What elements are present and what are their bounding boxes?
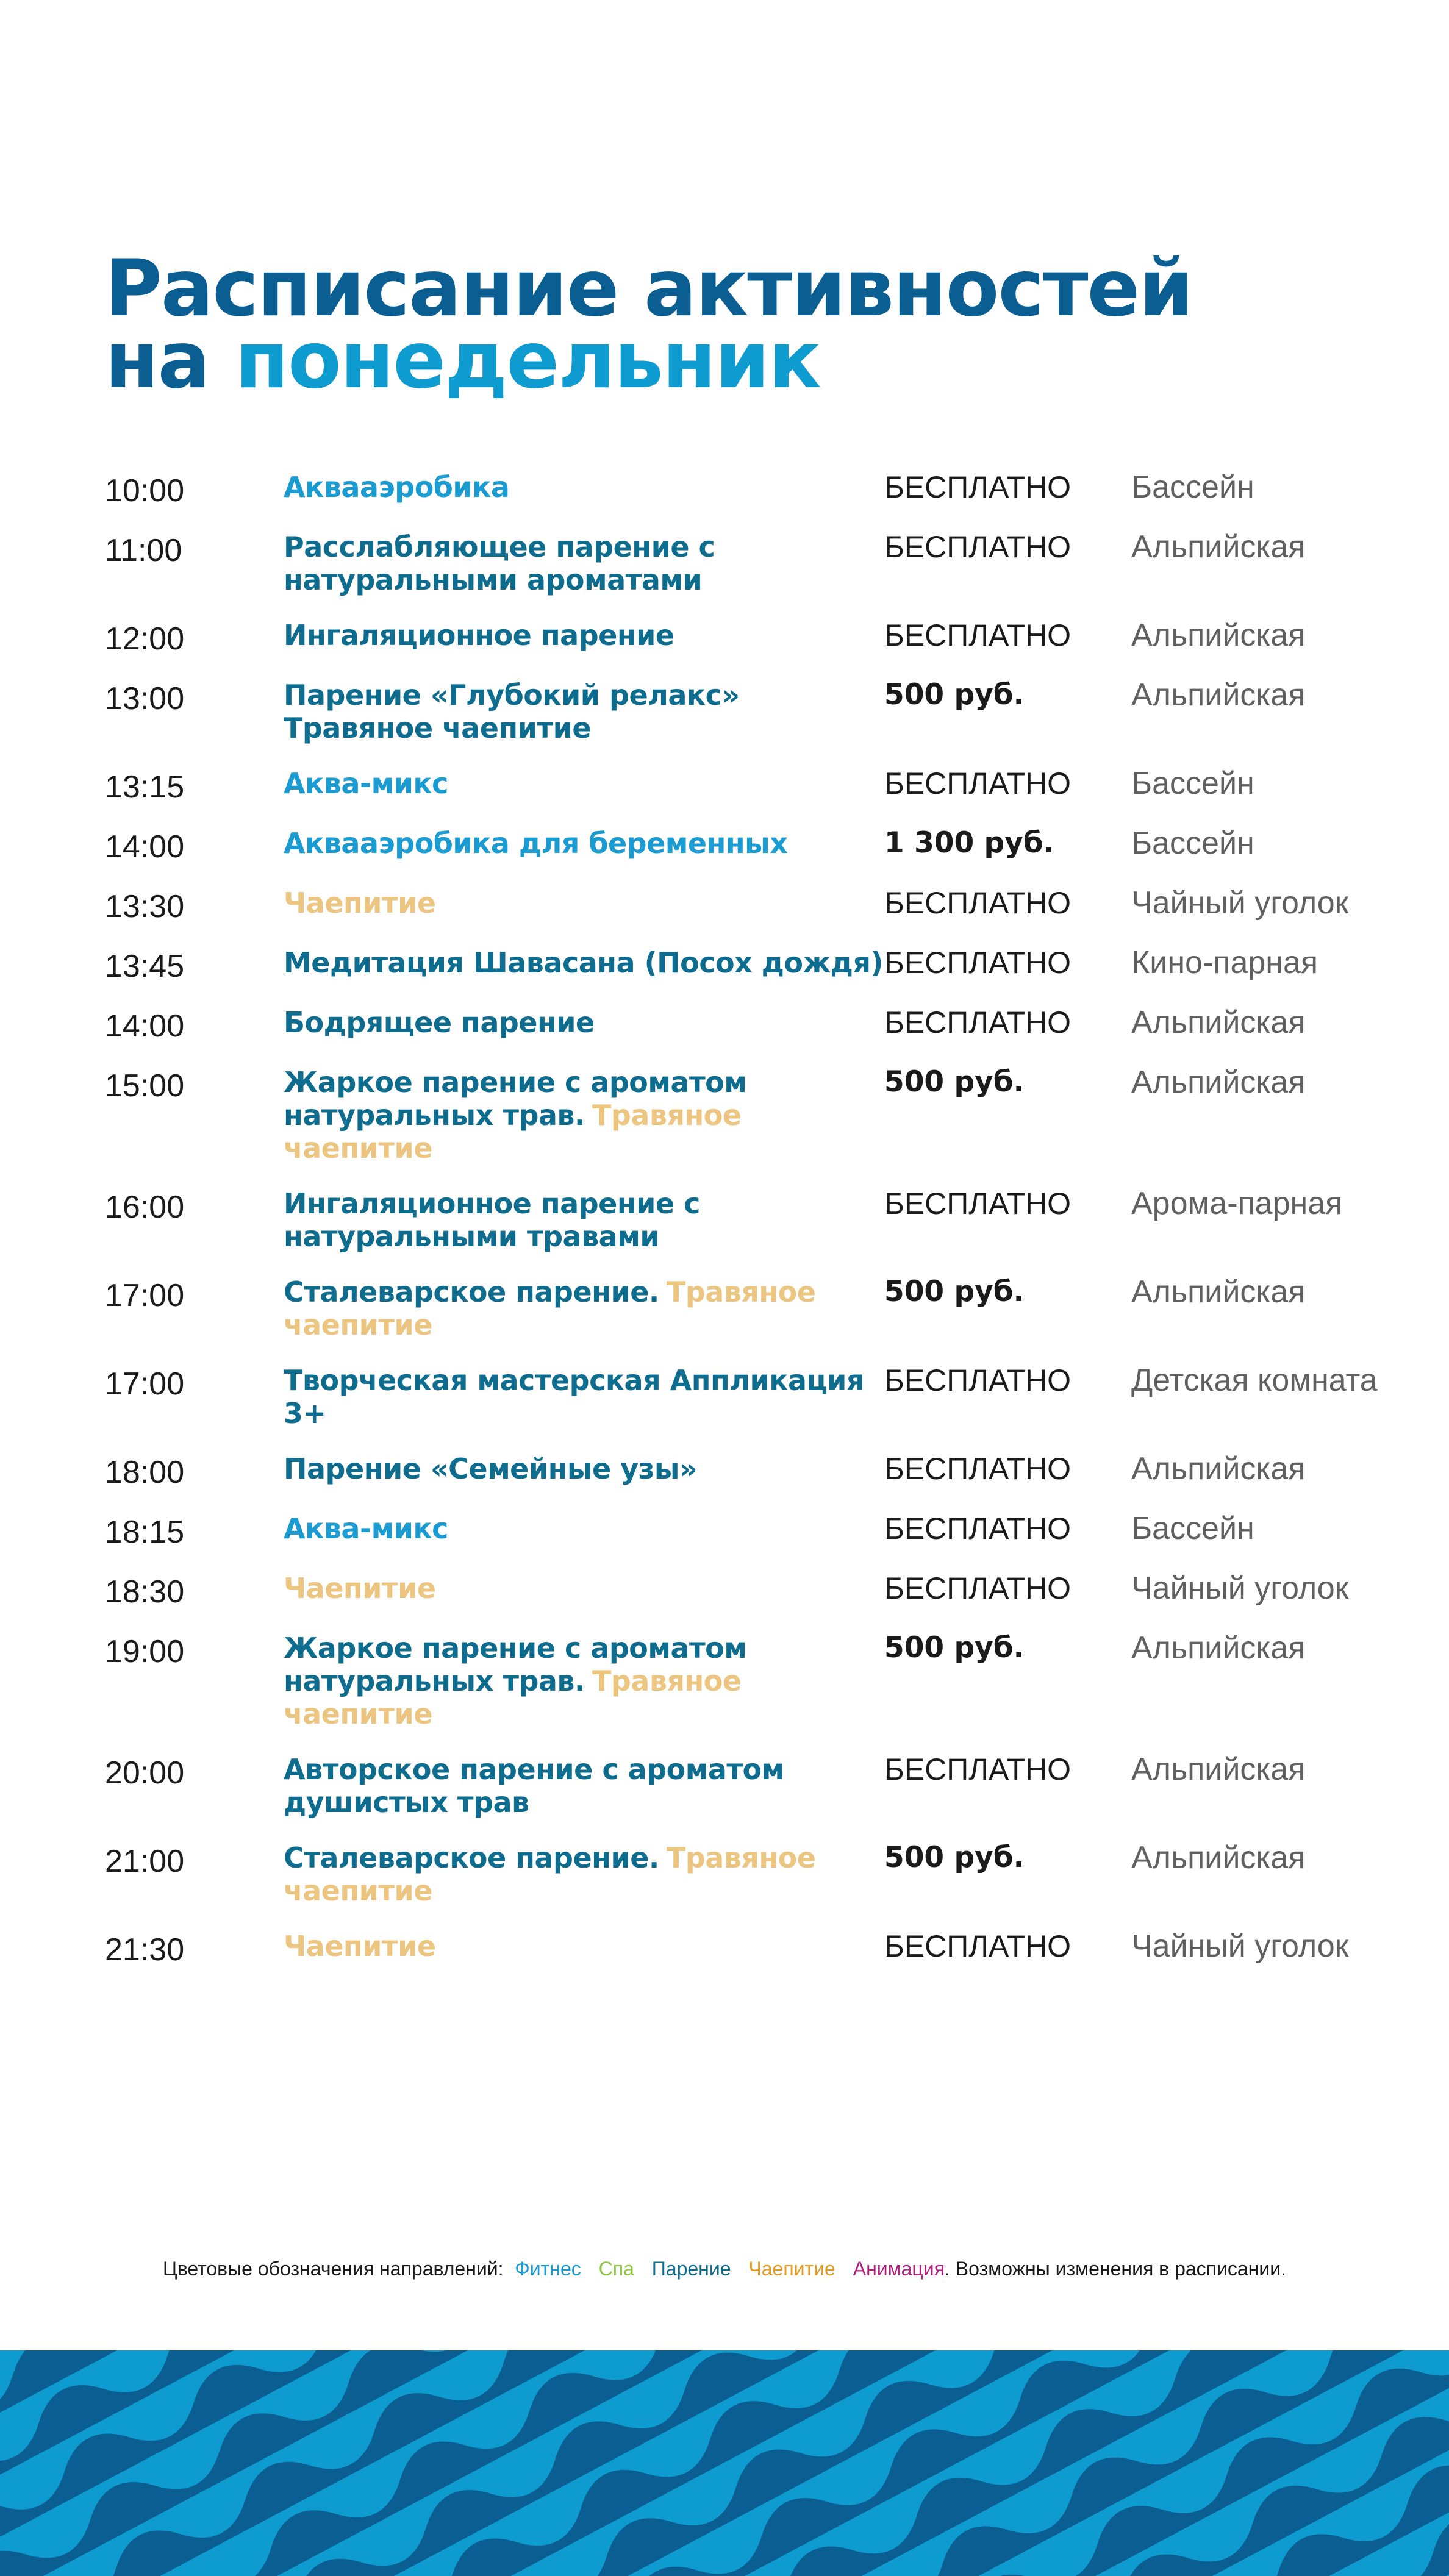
activity-name [284,1841,884,1907]
activity-name [284,1632,884,1730]
activity-name-part: Ингаляционное парение с натуральными травами [284,1187,700,1253]
activity-time: 17:00 [105,1278,185,1313]
schedule-row [105,887,1416,924]
schedule-row [105,1364,1416,1430]
activity-location: Альпийская [1131,1005,1306,1040]
activity-name [284,946,884,979]
activity-location: Альпийская [1131,1274,1306,1310]
legend-fitness: Фитнес [515,2258,581,2280]
schedule-row [105,1066,1416,1165]
activity-time: 18:15 [105,1515,185,1550]
activity-name [284,827,884,860]
title-line-2-prefix: на [105,315,235,406]
activity-time: 20:00 [105,1755,185,1791]
activity-price: БЕСПЛАТНО [884,1511,1072,1546]
schedule-row [105,1276,1416,1341]
activity-price: БЕСПЛАТНО [884,1363,1072,1397]
activity-time: 15:00 [105,1068,185,1104]
legend-suffix: . Возможны изменения в расписании. [944,2258,1286,2280]
activity-price: БЕСПЛАТНО [884,1005,1072,1040]
schedule-row [105,1753,1416,1819]
activity-name [284,1930,884,1963]
schedule-row [105,1572,1416,1609]
schedule-row [105,1841,1416,1907]
activity-name-part: Парение «Семейные узы» [284,1452,698,1485]
activity-location: Бассейн [1131,1511,1254,1546]
activity-price: БЕСПЛАТНО [884,766,1072,801]
activity-location: Альпийская [1131,677,1306,713]
activity-location: Альпийская [1131,1630,1306,1666]
legend-tea: Чаепитие [748,2258,835,2280]
activity-location: Чайный уголок [1131,1571,1349,1606]
activity-time: 21:00 [105,1844,185,1879]
activity-price: БЕСПЛАТНО [884,1752,1072,1786]
activity-name-part: Травяное чаепитие [284,1841,816,1907]
activity-price: БЕСПЛАТНО [884,1571,1072,1605]
activity-time: 13:30 [105,889,185,924]
activity-price: 500 руб. [884,1275,1025,1308]
activity-time: 19:00 [105,1634,185,1669]
activity-time: 10:00 [105,473,185,508]
activity-location: Бассейн [1131,766,1254,801]
activity-time: 13:15 [105,769,185,805]
activity-price: БЕСПЛАТНО [884,530,1072,564]
activity-time: 18:00 [105,1455,185,1490]
activity-name-part: Аквааэробика [284,471,510,504]
schedule-row [105,1452,1416,1490]
schedule-row [105,1512,1416,1549]
schedule-row [105,530,1416,596]
activity-price: 500 руб. [884,1065,1025,1099]
schedule-row [105,1006,1416,1043]
activity-price: 500 руб. [884,1631,1025,1664]
activity-name [284,619,884,652]
activity-location: Альпийская [1131,1065,1306,1100]
activity-name [284,679,884,744]
activity-time: 11:00 [105,533,182,568]
activity-location: Альпийская [1131,1840,1306,1875]
activity-name-part: Сталеварское парение. [284,1841,659,1874]
legend-animation: Анимация [853,2258,945,2280]
activity-name [284,1066,884,1165]
activity-time: 13:00 [105,681,185,716]
schedule-row [105,619,1416,656]
activity-price: БЕСПЛАТНО [884,1186,1072,1221]
schedule-row [105,1930,1416,1967]
activity-time: 17:00 [105,1366,185,1402]
activity-name [284,1753,884,1819]
legend-spa: Спа [598,2258,634,2280]
title-line-1: Расписание активностей [105,243,1192,334]
schedule-row [105,679,1416,744]
activity-location: Альпийская [1131,1752,1306,1787]
activity-time: 14:00 [105,829,185,865]
schedule-row [105,767,1416,804]
schedule-row [105,1187,1416,1253]
schedule-row [105,827,1416,864]
activity-location: Кино-парная [1131,945,1318,980]
wave-pattern-banner [0,2350,1449,2576]
activity-name-part: Жаркое парение с ароматом натуральных трав. [284,1632,747,1697]
activity-name-part: Аква-микс [284,1512,448,1545]
activity-price: 500 руб. [884,678,1025,712]
activity-location: Альпийская [1131,1451,1306,1486]
activity-name-part: Аквааэробика для беременных [284,827,788,860]
activity-name-part: Творческая мастерская Аппликация 3+ [284,1364,864,1430]
activity-price: БЕСПЛАТНО [884,618,1072,652]
schedule-row [105,1632,1416,1730]
activity-name-part: Чаепитие [284,1930,436,1963]
activity-name [284,471,884,504]
activity-name-part: Бодрящее парение [284,1006,595,1039]
activity-time: 14:00 [105,1008,185,1044]
legend-steam: Парение [651,2258,731,2280]
activity-name [284,1452,884,1485]
activity-name [284,530,884,596]
activity-location: Бассейн [1131,826,1254,861]
activity-location: Детская комната [1131,1363,1378,1398]
activity-price: БЕСПЛАТНО [884,1929,1072,1963]
activity-price: БЕСПЛАТНО [884,1452,1072,1486]
activity-name-part: Чаепитие [284,887,436,919]
activity-name-part: Травяное чаепитие [284,1664,742,1730]
activity-time: 13:45 [105,949,185,984]
activity-location: Чайный уголок [1131,1928,1349,1964]
activity-name-part: Ингаляционное парение [284,619,674,652]
activity-name-part: Авторское парение с ароматом душистых трав [284,1753,784,1819]
activity-time: 21:30 [105,1932,185,1968]
schedule-row [105,946,1416,983]
activity-location: Альпийская [1131,529,1306,565]
activity-name [284,1364,884,1430]
activity-time: 16:00 [105,1190,185,1225]
legend-prefix: Цветовые обозначения направлений: [163,2258,504,2280]
activity-time: 18:30 [105,1574,185,1610]
activity-price: БЕСПЛАТНО [884,886,1072,920]
color-legend [0,2257,1449,2281]
activity-name [284,1572,884,1605]
activity-location: Альпийская [1131,618,1306,653]
activity-location: Чайный уголок [1131,885,1349,921]
activity-price: БЕСПЛАТНО [884,470,1072,504]
activity-name [284,887,884,919]
schedule-row [105,471,1416,508]
schedule-table [105,471,1416,1989]
activity-name [284,1512,884,1545]
page-title [105,243,1192,406]
activity-location: Бассейн [1131,469,1254,505]
activity-name-part: Медитация Шавасана (Посох дождя) [284,946,884,979]
activity-name-part: Расслабляющее парение с натуральными ароматами [284,530,715,596]
activity-name-part: Травяное чаепитие [284,1099,742,1165]
title-day: понедельник [235,315,820,406]
activity-time: 12:00 [105,621,185,657]
activity-location: Арома-парная [1131,1186,1343,1221]
activity-name [284,767,884,800]
activity-name [284,1276,884,1341]
activity-price: 1 300 руб. [884,826,1054,860]
activity-name-part: Жаркое парение с ароматом натуральных трав. [284,1066,747,1132]
activity-name-part: Травяное чаепитие [284,1276,816,1341]
activity-price: БЕСПЛАТНО [884,946,1072,980]
activity-name [284,1006,884,1039]
activity-name-part: Чаепитие [284,1572,436,1605]
activity-price: 500 руб. [884,1841,1025,1874]
activity-name [284,1187,884,1253]
activity-name-part: Парение «Глубокий релакс» Травяное чаепитие [284,679,740,744]
activity-name-part: Сталеварское парение. [284,1276,659,1308]
activity-name-part: Аква-микс [284,767,448,800]
